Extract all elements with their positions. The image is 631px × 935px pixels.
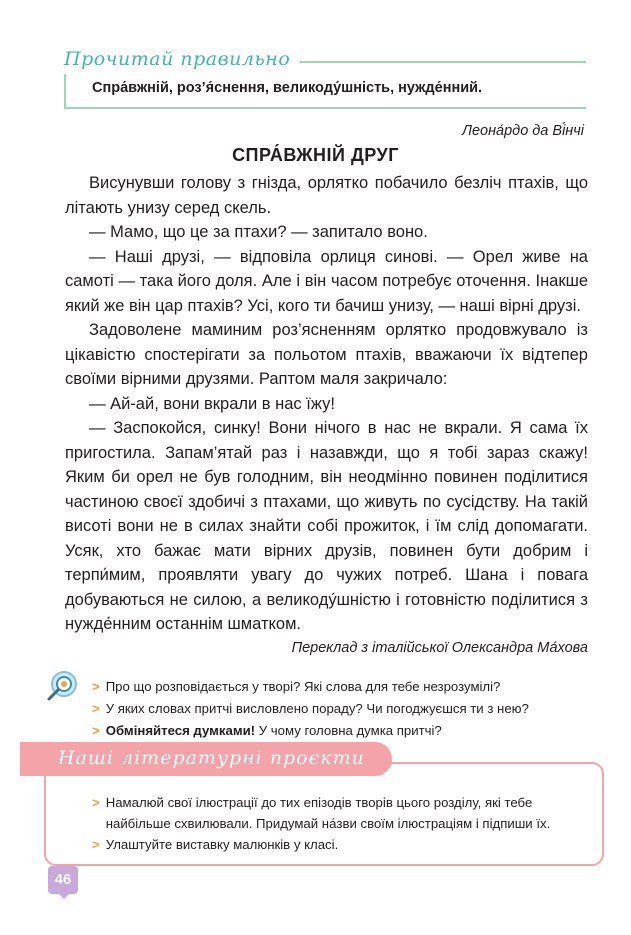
chevron-right-icon: > (92, 701, 100, 716)
story-author: Леона́рдо да Ві́нчі (462, 123, 584, 139)
question-text: Про що розповідається у творі? Які слова для тебе незрозумілі? (105, 679, 501, 694)
chevron-right-icon: > (92, 795, 100, 810)
page-number-tip (58, 893, 70, 899)
chevron-right-icon: > (92, 679, 100, 694)
projects-list (92, 792, 592, 855)
read-correctly-divider (300, 61, 586, 63)
project-item (92, 834, 592, 855)
read-correctly-words: Спра́вжній, роз’я́снення, великоду́шність, нужде́нний. (92, 80, 483, 96)
story-paragraph: Висунувши голову з гнізда, орлятко побачило безліч птахів, що літають унизу серед скель. (65, 174, 588, 217)
project-item (92, 792, 592, 834)
project-text: Улаштуйте виставку малюнків у класі. (105, 837, 339, 852)
translator-credit: Переклад з італійської Олександра Ма́хова (291, 640, 588, 656)
page-number: 46 (48, 866, 78, 894)
question-emphasis: Обміняйтеся думками! (105, 723, 256, 738)
story-paragraph: — Наші друзі, — відповіла орлиця синові. — Орел живе на самоті — така його доля. Але і він часом потребує оточення. Інакше який же він цар птахів? Усі, кого ти бачиш унизу, — наші вірні друзі. (65, 247, 588, 315)
question-item (92, 676, 592, 698)
question-text: У яких словах притчі висловлено пораду? Чи погоджуєшся ти з нею? (105, 701, 529, 716)
story-title: СПРА́ВЖНІЙ ДРУГ (232, 145, 399, 165)
magnifier-icon (46, 668, 80, 702)
story-paragraph: — Мамо, що це за птахи? — запитало воно. (89, 223, 428, 241)
story-paragraph: — Заспокойся, синку! Вони нічого в нас не вкрали. Я сама їх пригостила. Запам’ятай раз і назавжди, що я тобі зараз скажу! Яким би орел не був голодним, він неодмінно повинен поділитися частиною своєї здобичі з птахами, що живуть по сусідству. На такій висоті вони не в силах знайти собі прожиток, і їм слід допомагати. Усяк, хто бажає мати вірних друзів, повинен бути добрим і терпи́мим, проявляти увагу до чужих потреб. Шана і повага добуваються не силою, а великоду́шністю і готовністю поділитися з нужде́нним останнім шматком. (65, 419, 588, 633)
story-paragraph: — Ай-ай, вони вкрали в нас їжу! (89, 394, 335, 413)
question-text: У чому головна думка притчі? (255, 723, 442, 738)
chevron-right-icon: > (92, 837, 100, 852)
read-correctly-border-left (64, 74, 66, 108)
story-paragraph: Задоволене маминим роз’ясненням орлятко продовжувало із цікавістю спостерігати за польотом птахів, вважаючи їх відтепер своїми вірними друзями. Раптом маля закричало: (65, 321, 588, 388)
question-item (92, 698, 592, 720)
read-correctly-border-bottom (64, 107, 586, 109)
question-item (92, 720, 592, 742)
project-text: Намалюй свої ілюстрації до тих епізодів творів цього розділу, які тебе найбільше схвилювали. Придумай на́зви своїм ілюстраціям і підпиши їх. (105, 795, 551, 831)
story-text (65, 171, 588, 637)
projects-title: Наші літературні проєкти (58, 747, 365, 769)
questions-list (92, 676, 592, 742)
chevron-right-icon: > (92, 723, 100, 738)
read-correctly-title: Прочитай правильно (64, 48, 291, 70)
